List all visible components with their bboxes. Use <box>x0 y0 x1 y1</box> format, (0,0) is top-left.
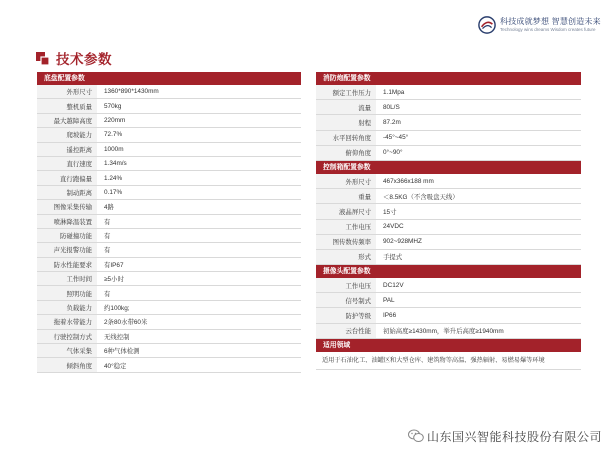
spec-label: 额定工作压力 <box>316 85 376 99</box>
spec-value: 902~928MHZ <box>376 235 581 249</box>
spec-label: 防水性能要求 <box>37 258 97 271</box>
spec-row <box>316 174 581 189</box>
spec-label: 喷淋降温装置 <box>37 215 97 228</box>
spec-label: 射程 <box>316 115 376 129</box>
right-spec-tables <box>316 72 581 370</box>
spec-value: 1.1Mpa <box>376 85 581 99</box>
spec-value: 1.24% <box>97 171 301 184</box>
spec-value: 有 <box>97 215 301 228</box>
spec-value: 6种气体检测 <box>97 344 301 357</box>
spec-label: 倾斜角度 <box>37 358 97 371</box>
logo-icon <box>478 16 496 34</box>
spec-value: 40°稳定 <box>97 358 301 371</box>
spec-value: 87.2m <box>376 115 581 129</box>
spec-row <box>37 114 301 128</box>
spec-row <box>37 99 301 113</box>
scope-section-header: 适用领域 <box>316 339 581 352</box>
spec-row <box>37 186 301 200</box>
spec-row <box>316 324 581 339</box>
scope-description: 适用于石油化工、油罐区和大型仓库、建筑物等高温、强热辐射、易燃易爆等环境 <box>316 352 581 370</box>
spec-label: 制动距离 <box>37 186 97 199</box>
spec-label: 气体采集 <box>37 344 97 357</box>
page-title-text: 技术参数 <box>56 52 112 67</box>
spec-row <box>37 171 301 185</box>
spec-label: 信号制式 <box>316 293 376 307</box>
spec-label: 外形尺寸 <box>37 85 97 98</box>
spec-label: 形式 <box>316 250 376 264</box>
spec-label: 整机质量 <box>37 99 97 112</box>
spec-row <box>37 301 301 315</box>
spec-label: 遥控距离 <box>37 143 97 156</box>
spec-row <box>316 131 581 146</box>
spec-value: 手提式 <box>376 250 581 264</box>
spec-value: 80L/S <box>376 100 581 114</box>
spec-row <box>37 286 301 300</box>
watermark-company-name: 山东国兴智能科技股份有限公司 <box>426 429 602 444</box>
camera-rows <box>316 278 581 339</box>
spec-row <box>37 85 301 99</box>
spec-label: 流量 <box>316 100 376 114</box>
spec-value: 有 <box>97 229 301 242</box>
spec-row <box>316 250 581 265</box>
camera-section-header: 摄像头配置参数 <box>316 265 581 278</box>
wechat-icon <box>408 429 424 443</box>
chassis-section-header: 底盘配置参数 <box>37 72 301 85</box>
spec-value: ≥5小时 <box>97 272 301 285</box>
spec-row <box>37 229 301 243</box>
company-logo <box>478 13 601 37</box>
spec-label: 爬坡能力 <box>37 128 97 141</box>
spec-row <box>316 189 581 204</box>
controller-rows <box>316 174 581 265</box>
spec-value: 15寸 <box>376 204 581 218</box>
spec-label: 外形尺寸 <box>316 174 376 188</box>
spec-row <box>37 315 301 329</box>
spec-row <box>316 220 581 235</box>
spec-row <box>37 200 301 214</box>
spec-label: 图像采集传输 <box>37 200 97 213</box>
spec-label: 照明功能 <box>37 286 97 299</box>
spec-row <box>37 272 301 286</box>
chassis-rows <box>37 85 301 373</box>
spec-value: IP66 <box>376 308 581 322</box>
wechat-watermark <box>408 428 602 444</box>
spec-value: 有 <box>97 286 301 299</box>
spec-row <box>316 235 581 250</box>
spec-value: 0.17% <box>97 186 301 199</box>
spec-label: 工作电压 <box>316 220 376 234</box>
spec-value: -45°~45° <box>376 131 581 145</box>
spec-row <box>316 115 581 130</box>
spec-value: 1.34m/s <box>97 157 301 170</box>
spec-row <box>37 344 301 358</box>
spec-label: 重量 <box>316 189 376 203</box>
page-title <box>36 50 112 66</box>
spec-label: 水平回转角度 <box>316 131 376 145</box>
spec-value: 初始高度≥1430mm，举升后高度≥1940mm <box>376 324 581 338</box>
spec-row <box>316 100 581 115</box>
spec-label: 液晶屏尺寸 <box>316 204 376 218</box>
spec-label: 负载能力 <box>37 301 97 314</box>
spec-label: 防碰撞功能 <box>37 229 97 242</box>
spec-row <box>37 243 301 257</box>
controller-section-header: 控制箱配置参数 <box>316 161 581 174</box>
spec-value: 467x366x188 mm <box>376 174 581 188</box>
spec-label: 直行速度 <box>37 157 97 170</box>
spec-value: 有IP67 <box>97 258 301 271</box>
spec-label: 工作电压 <box>316 278 376 292</box>
spec-label: 直行跑偏量 <box>37 171 97 184</box>
spec-value: 220mm <box>97 114 301 127</box>
chassis-spec-table <box>37 72 301 373</box>
spec-value: 570kg <box>97 99 301 112</box>
spec-row <box>316 308 581 323</box>
spec-row <box>316 85 581 100</box>
cannon-section-header: 消防炮配置参数 <box>316 72 581 85</box>
spec-value: 24VDC <box>376 220 581 234</box>
spec-row <box>37 128 301 142</box>
spec-row <box>316 278 581 293</box>
spec-value: PAL <box>376 293 581 307</box>
spec-label: 图传数传频率 <box>316 235 376 249</box>
spec-value: 72.7% <box>97 128 301 141</box>
spec-label: 云台性能 <box>316 324 376 338</box>
spec-row <box>316 146 581 161</box>
spec-row <box>316 293 581 308</box>
spec-value: 0°~90° <box>376 146 581 160</box>
spec-row <box>37 157 301 171</box>
spec-value: 1360*890*1430mm <box>97 85 301 98</box>
spec-value: 4路 <box>97 200 301 213</box>
logo-slogan-english: Technology wins dreams Wisdom creates future <box>500 26 596 32</box>
spec-row <box>37 258 301 272</box>
spec-value: DC12V <box>376 278 581 292</box>
cannon-rows <box>316 85 581 161</box>
spec-row <box>37 143 301 157</box>
spec-label: 工作时间 <box>37 272 97 285</box>
spec-row <box>37 330 301 344</box>
spec-label: 防护等级 <box>316 308 376 322</box>
spec-label: 声光报警功能 <box>37 243 97 256</box>
spec-value: ＜8.5KG（不含吸盘天线） <box>376 189 581 203</box>
spec-label: 行驶控制方式 <box>37 330 97 343</box>
spec-row <box>37 358 301 372</box>
spec-value: 1000m <box>97 143 301 156</box>
spec-row <box>316 204 581 219</box>
title-bullet-icon <box>36 52 49 65</box>
logo-slogan: 科技成就梦想 智慧创造未来 <box>500 16 601 26</box>
spec-label: 俯仰角度 <box>316 146 376 160</box>
spec-value: 2条80水带60米 <box>97 315 301 328</box>
spec-value: 无线控制 <box>97 330 301 343</box>
spec-label: 拖着水带能力 <box>37 315 97 328</box>
spec-label: 最大越障高度 <box>37 114 97 127</box>
spec-row <box>37 215 301 229</box>
spec-value: 约100kg; <box>97 301 301 314</box>
spec-value: 有 <box>97 243 301 256</box>
